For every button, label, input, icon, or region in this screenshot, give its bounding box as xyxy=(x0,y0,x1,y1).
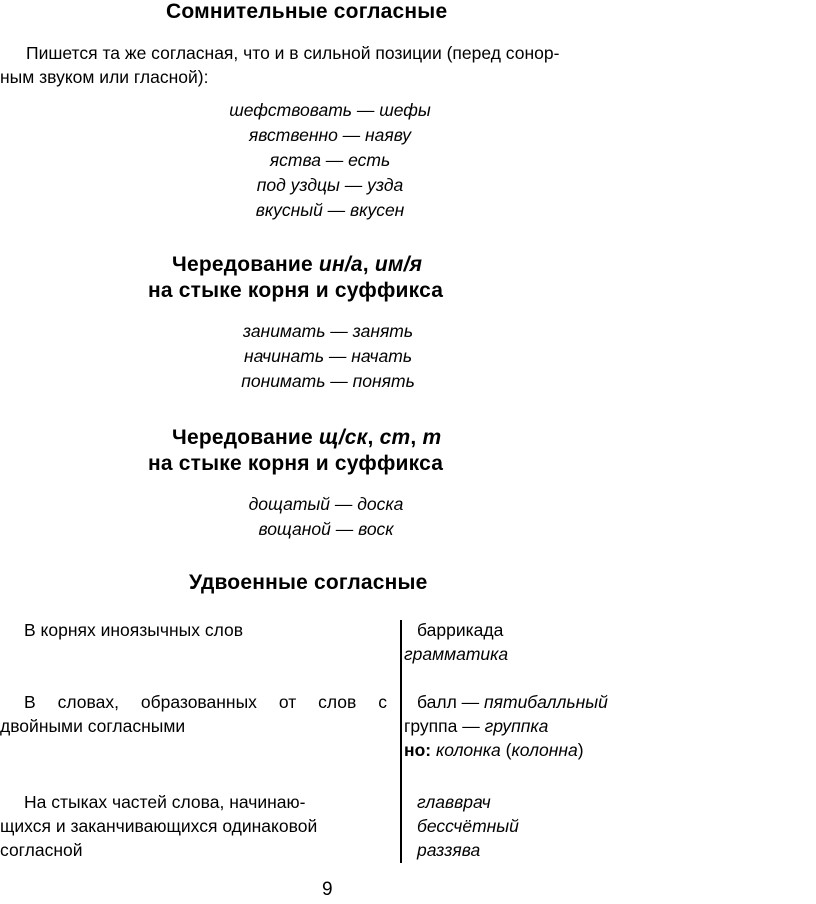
example-italic: колонна xyxy=(511,740,578,760)
title-sep: , xyxy=(410,426,423,449)
example-plain: ( xyxy=(500,740,512,760)
title-italic: т xyxy=(422,426,442,449)
example-plain: группа — xyxy=(404,716,485,736)
example-cell: баррикада xyxy=(417,620,504,640)
section-title-line2: на стыке корня и суффикса xyxy=(148,452,444,475)
title-italic: ст xyxy=(379,426,411,449)
section-title-line2: на стыке корня и суффикса xyxy=(148,279,444,302)
rule-cell-line: На стыках частей слова, начинаю- xyxy=(24,792,306,812)
rule-text-line: ным звуком или гласной): xyxy=(0,67,209,87)
example-item: шефствовать — шефы xyxy=(229,100,431,120)
title-italic: щ/ск xyxy=(318,426,368,449)
example-item: яства — есть xyxy=(269,150,391,170)
title-sep: , xyxy=(362,253,375,276)
section-title-doubtful-consonants: Сомнительные согласные xyxy=(166,0,448,23)
section-title-alternation-shch-sk xyxy=(172,426,441,450)
example-cell: грамматика xyxy=(404,644,509,664)
table-divider xyxy=(400,620,402,863)
title-sep: , xyxy=(367,426,380,449)
example-cell: главврач xyxy=(417,792,491,812)
page-number: 9 xyxy=(322,879,333,900)
title-italic: ин/а xyxy=(318,253,363,276)
title-text: Чередование xyxy=(172,426,319,449)
title-italic: им/я xyxy=(374,253,423,276)
example-bold: но: xyxy=(404,740,432,760)
section-title-alternation-in-a xyxy=(172,253,422,277)
example-cell xyxy=(404,738,584,762)
rule-cell: В корнях иноязычных слов xyxy=(24,620,244,640)
rule-cell-line: согласной xyxy=(0,840,83,860)
example-item: начинать — начать xyxy=(243,346,413,366)
rule-cell-line: щихся и заканчивающихся одинаковой xyxy=(0,816,318,836)
example-italic: группка xyxy=(484,716,549,736)
example-italic: пятибалльный xyxy=(484,692,608,712)
example-cell xyxy=(404,714,548,738)
example-item: занимать — занять xyxy=(242,321,414,341)
example-item: вощаной — воск xyxy=(258,519,394,539)
example-cell xyxy=(417,690,608,714)
rule-text-line: Пишется та же согласная, что и в сильной позиции (перед сонор- xyxy=(26,43,560,63)
example-item: под уздцы — узда xyxy=(256,175,404,195)
example-item: явственно — наяву xyxy=(248,125,412,145)
example-plain: ) xyxy=(577,740,584,760)
example-italic: колонка xyxy=(431,740,501,760)
example-plain: балл — xyxy=(417,692,485,712)
example-item: понимать — понять xyxy=(241,371,415,391)
example-cell: раззява xyxy=(417,840,481,860)
title-text: Чередование xyxy=(172,253,319,276)
section-title-double-consonants: Удвоенные согласные xyxy=(189,571,428,594)
example-item: дощатый — доска xyxy=(248,494,404,514)
example-cell: бессчётный xyxy=(417,816,519,836)
rule-cell: В словах, образованных от слов с двойными согласными xyxy=(0,692,387,736)
example-item: вкусный — вкусен xyxy=(255,200,405,220)
